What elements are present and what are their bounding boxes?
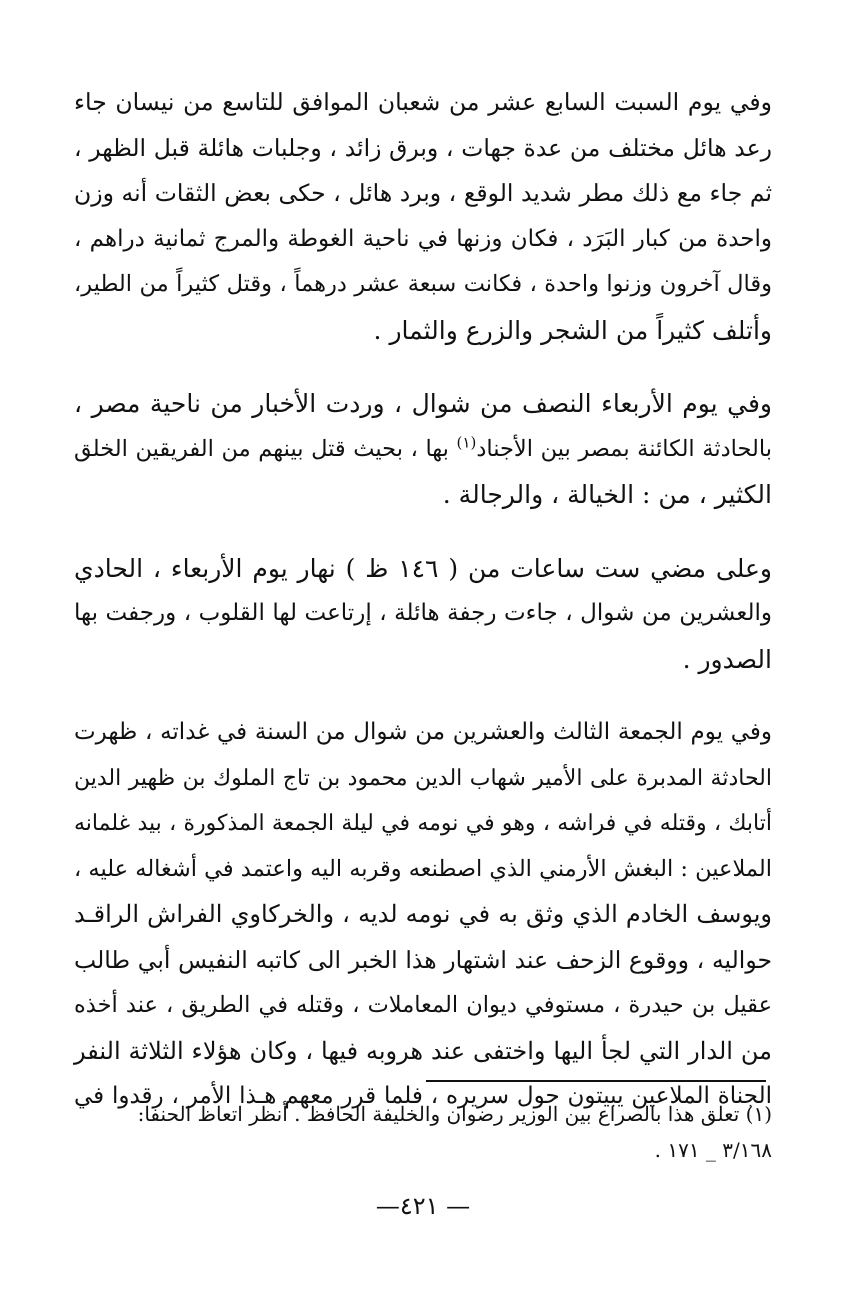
text-line: أتابك ، وقتله في فراشه ، وهو في نومه في ليلة الجمعة المذكورة ، بيد غلمانه: [74, 811, 772, 836]
footnote-divider: [426, 1080, 766, 1082]
paragraph-1: [74, 80, 772, 353]
text-line: وعلى مضي ست ساعات من ( ١٤٦ ظ ) نهار يوم الأربعاء ، الحادي: [74, 553, 772, 583]
text-line: وفي يوم الجمعة الثالث والعشرين من شوال من السنة في غداته ، ظهرت: [74, 719, 772, 745]
text-line: الحادثة المدبرة على الأمير شهاب الدين محمود بن تاج الملوك بن ظهير الدين: [74, 765, 772, 791]
text-line: واحدة من كبار البَرَد ، فكان وزنها في ناحية الغوطة والمرج ثمانية دراهم ،: [74, 225, 772, 252]
text-line: ويوسف الخادم الذي وثق به في نومه لديه ، والخركاوي الفراش الراقـد: [74, 900, 772, 928]
text-line: وأتلف كثيراً من الشجر والزرع والثمار .: [373, 315, 772, 345]
text-line: وقال آخرون وزنوا واحدة ، فكانت سبعة عشر درهماً ، وقتل كثيراً من الطير،: [74, 271, 772, 297]
text-line: الكثير ، من : الخيالة ، والرجالة .: [442, 480, 772, 509]
text-line: رعد هائل مختلف من عدة جهات ، وبرق زائد ، وجلبات هائلة قبل الظهر ،: [74, 133, 772, 162]
page-number: — ٤٢١—: [375, 1192, 471, 1220]
footnote-marker: (١): [456, 433, 477, 451]
footnote: [74, 1096, 772, 1168]
paragraph-3: [74, 546, 772, 683]
paragraph-4: [74, 710, 772, 1120]
paragraph-2: [74, 381, 772, 518]
footnote-line: ٣/١٦٨ _ ١٧١ .: [654, 1138, 772, 1162]
footnote-line: (١) تعلق هذا بالصراع بين الوزير رضوان والخليفة الحافظ . أنظر اتعاظ الحنفا:: [137, 1102, 772, 1126]
text-line: الصدور .: [682, 644, 772, 674]
text-line: عقيل بن حيدرة ، مستوفي ديوان المعاملات ، وقتله في الطريق ، عند أخذه: [74, 992, 772, 1018]
text-line: وفي يوم الأربعاء النصف من شوال ، وردت الأخبار من ناحية مصر ،: [74, 389, 772, 418]
text-segment: بها ، بحيث قتل بينهم من الفريقين الخلق: [74, 435, 457, 462]
text-line: من الدار التي لجأ اليها واختفى عند هروبه فيها ، وكان هؤلاء الثلاثة النفر: [74, 1036, 772, 1065]
text-segment: بالحادثة الكائنة بمصر بين الأجناد: [476, 435, 772, 462]
text-line: وفي يوم السبت السابع عشر من شعبان الموافق للتاسع من نيسان جاء: [74, 88, 772, 116]
text-line: حواليه ، ووقوع الزحف عند اشتهار هذا الخبر الى كاتبه النفيس أبي طالب: [74, 945, 772, 974]
text-line-with-note: [74, 427, 772, 473]
text-line: ثم جاء مع ذلك مطر شديد الوقع ، وبرد هائل ، حكى بعض الثقات أنه وزن: [74, 179, 772, 207]
text-line: الملاعين : البغش الأرمني الذي اصطنعه وقربه اليه واعتمد في أشغاله عليه ،: [73, 855, 772, 882]
text-line: والعشرين من شوال ، جاءت رجفة هائلة ، إرتاعت لها القلوب ، ورجفت بها: [74, 600, 772, 626]
text-line: الجناة الملاعين يبيتون حول سريره ، فلما قرر معهم هـذا الأمر ، رقدوا في: [74, 1083, 772, 1109]
